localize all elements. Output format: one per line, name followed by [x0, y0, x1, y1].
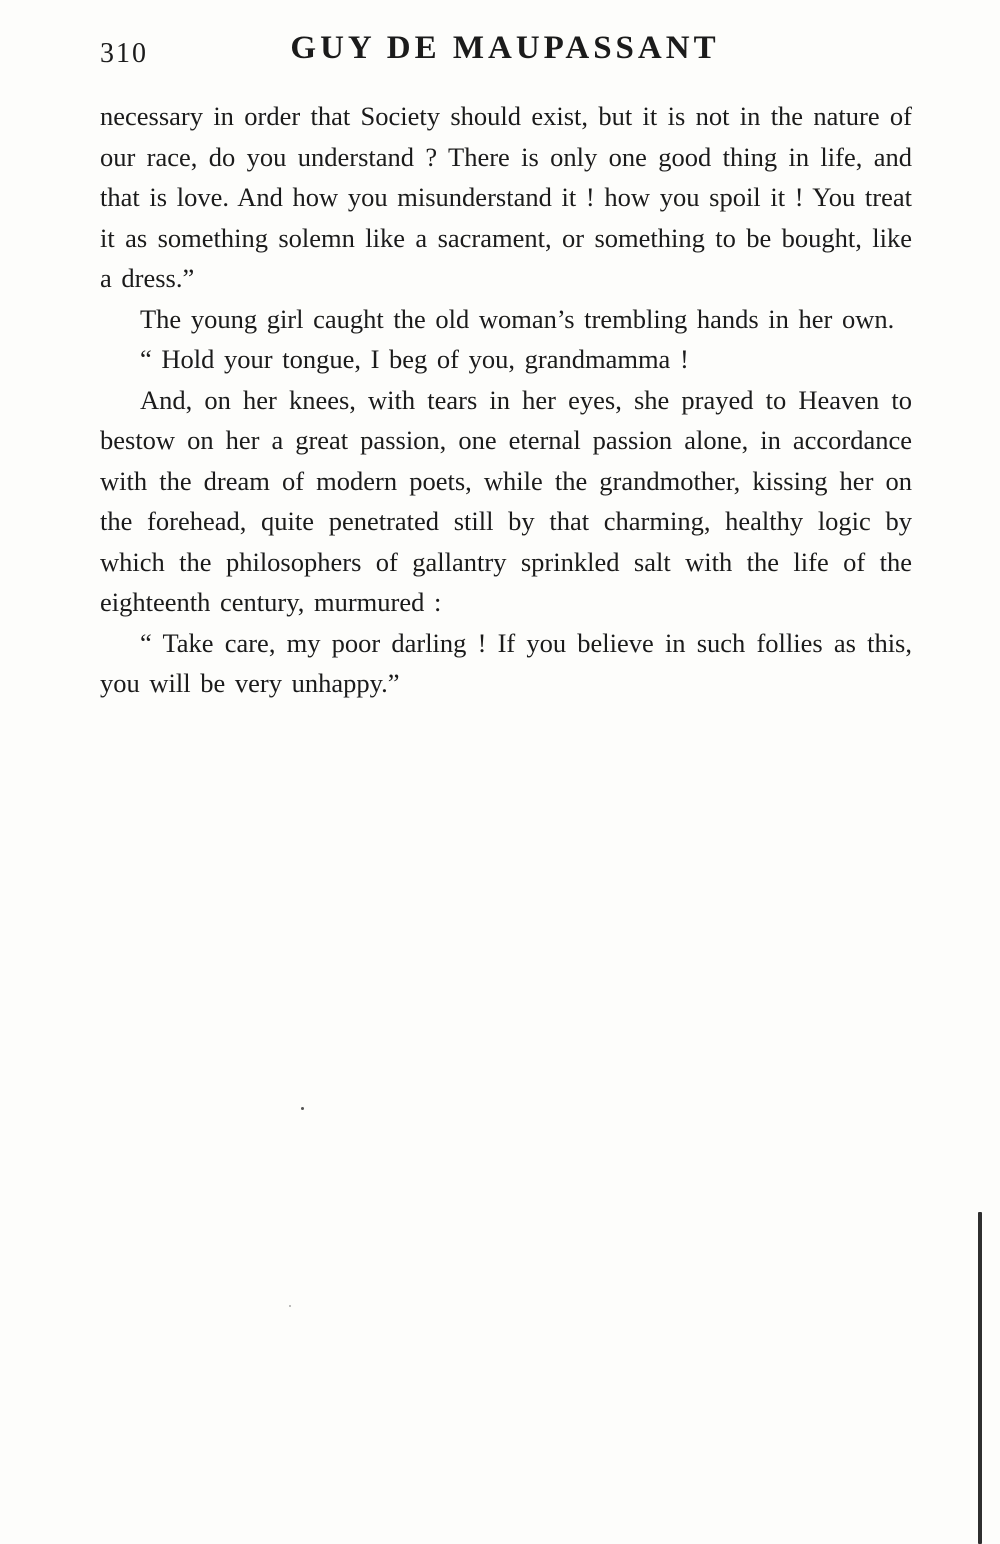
ink-dot [289, 1305, 291, 1307]
paragraph-dialogue: “ Take care, my poor darling ! If you believe in such follies as this, you will be very unhappy.” [100, 627, 912, 698]
scan-artifact-line [978, 1212, 982, 1544]
ink-dot [301, 1107, 304, 1110]
page-body [100, 96, 912, 704]
paragraph: And, on her knees, with tears in her eyes, she prayed to Heaven to bestow on her a great passion, one eternal passion alone, in accordance with the dream of modern poets, while the grandmother, kissing her on the forehead, quite penetrated still by that charming, healthy logic by which the philosophers of gallantry sprinkled salt with the life of the eighteenth century, murmured : [100, 384, 912, 617]
paragraph-continuation: necessary in order that Society should exist, but it is not in the nature of our race, do you understand ? There is only one good thing in life, and that is love. And how you misunderstand it ! how you spoil it ! You treat it as something solemn like a sacrament, or something to be bought, like a dress.” [100, 101, 912, 293]
running-title: GUY DE MAUPASSANT [290, 30, 720, 66]
page-number: 310 [100, 38, 148, 69]
page-header [100, 30, 910, 76]
paragraph-dialogue: “ Hold your tongue, I beg of you, grandmamma ! [140, 344, 689, 374]
paragraph: The young girl caught the old woman’s trembling hands in her own. [140, 303, 895, 334]
